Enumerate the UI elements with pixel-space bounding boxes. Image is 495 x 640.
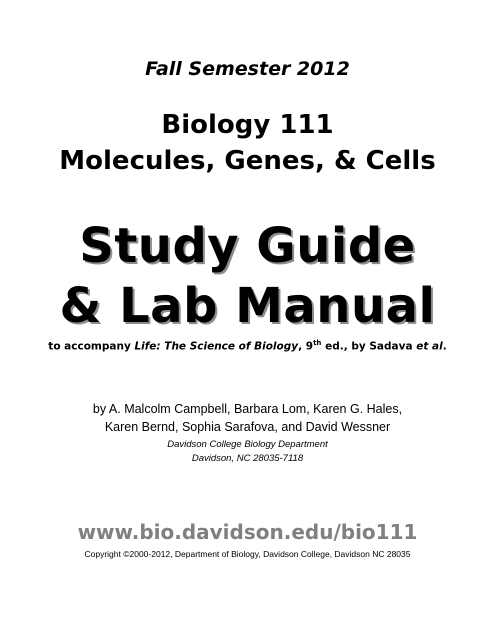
authors-line-2: Karen Bernd, Sophia Sarafova, and David Wessner: [104, 420, 391, 434]
website-url: www.bio.davidson.edu/bio111: [77, 520, 418, 544]
edition-rest: ed., by Sadava: [321, 340, 417, 353]
copyright-notice: Copyright ©2000-2012, Department of Biology, Davidson College, Davidson NC 28035: [84, 549, 411, 559]
accompany-end: .: [442, 340, 447, 353]
course-subtitle: Molecules, Genes, & Cells: [59, 146, 436, 176]
semester-heading: Fall Semester 2012: [145, 58, 350, 80]
authors-line-1: by A. Malcolm Campbell, Barbara Lom, Karen G. Hales,: [92, 402, 403, 416]
edition-number: , 9: [298, 340, 314, 353]
textbook-reference: [0, 339, 495, 353]
main-title-line-2: & Lab Manual: [59, 278, 436, 334]
book-title: Life: The Science of Biology: [134, 340, 299, 353]
accompany-prefix: to accompany: [48, 340, 135, 353]
course-title: Biology 111: [161, 110, 334, 140]
affiliation-line-2: Davidson, NC 28035-7118: [191, 453, 304, 464]
et-al: et al: [416, 340, 443, 353]
affiliation-line-1: Davidson College Biology Department: [167, 439, 328, 450]
main-title-line-1: Study Guide: [79, 218, 416, 274]
edition-superscript: th: [313, 339, 322, 347]
